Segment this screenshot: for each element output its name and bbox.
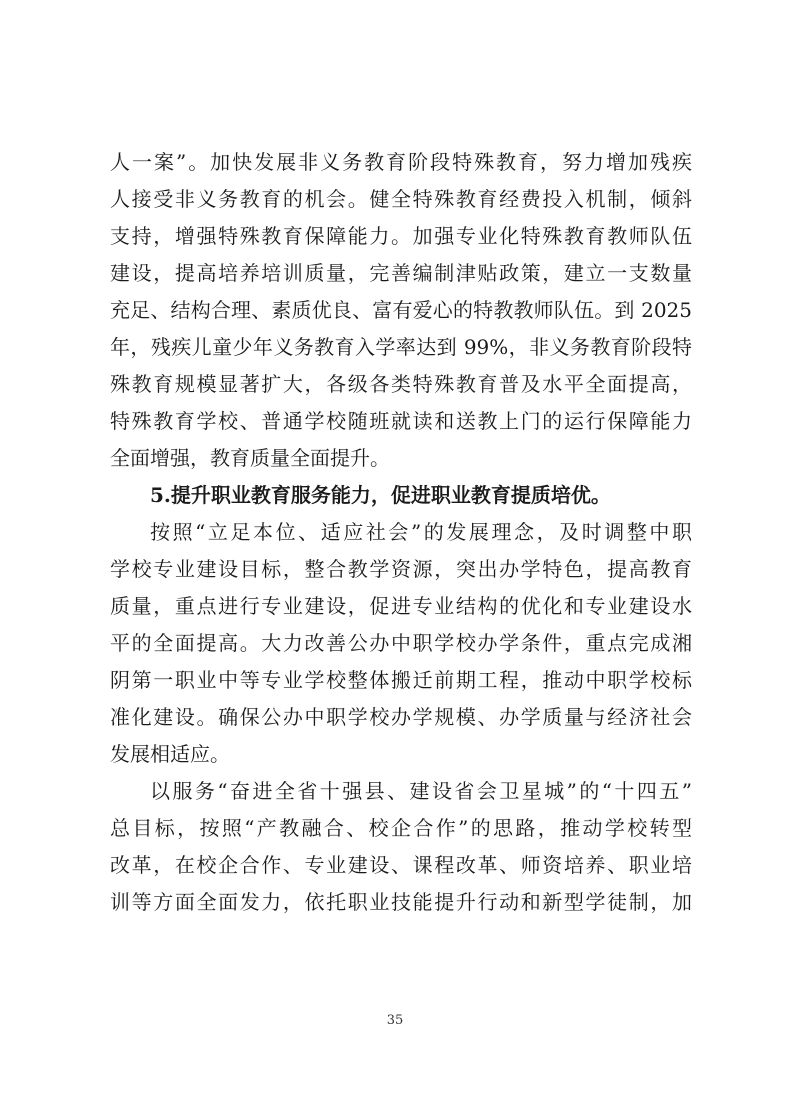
text-line: 人接受非义务教育的机会。健全特殊教育经费投入机制，倾斜: [110, 187, 692, 211]
text-line: 质量，重点进行专业建设，促进专业结构的优化和专业建设水: [110, 594, 692, 618]
paragraph: [110, 514, 692, 773]
text-line: 年，残疾儿童少年义务教育入学率达到 99%，非义务教育阶段特: [110, 335, 692, 359]
text-line: 总目标，按照“产教融合、校企合作”的思路，推动学校转型: [110, 816, 692, 840]
text-line: 平的全面提高。大力改善公办中职学校办学条件，重点完成湘: [110, 631, 692, 655]
text-line: 准化建设。确保公办中职学校办学规模、办学质量与经济社会: [110, 705, 692, 729]
text-line: 阴第一职业中等专业学校整体搬迁前期工程，推动中职学校标: [110, 668, 692, 692]
text-line: 以服务“奋进全省十强县、建设省会卫星城”的“十四五”: [150, 779, 692, 803]
text-line: 殊教育规模显著扩大，各级各类特殊教育普及水平全面提高，: [110, 372, 692, 396]
text-line: 充足、结构合理、素质优良、富有爱心的特教教师队伍。到 2025: [110, 298, 692, 322]
text-line: 全面增强，教育质量全面提升。: [110, 446, 390, 470]
section-heading: [110, 477, 692, 514]
page-number: 35: [386, 1013, 404, 1028]
text-line: 发展相适应。: [110, 742, 230, 766]
text-line: 学校专业建设目标，整合教学资源，突出办学特色，提高教育: [110, 557, 692, 581]
text-line: 支持，增强特殊教育保障能力。加强专业化特殊教育教师队伍: [110, 224, 692, 248]
text-line: 改革，在校企合作、专业建设、课程改革、师资培养、职业培: [110, 853, 692, 877]
paragraph: [110, 773, 692, 921]
text-line: 训等方面全面发力，依托职业技能提升行动和新型学徒制，加: [110, 890, 692, 914]
text-line: 特殊教育学校、普通学校随班就读和送教上门的运行保障能力: [110, 409, 692, 433]
document-body: [110, 144, 692, 921]
paragraph: [110, 144, 692, 477]
text-line: 5.提升职业教育服务能力，促进职业教育提质培优。: [150, 483, 611, 507]
text-line: 建设，提高培养培训质量，完善编制津贴政策，建立一支数量: [110, 261, 692, 285]
text-line: 人一案”。加快发展非义务教育阶段特殊教育，努力增加残疾: [110, 150, 692, 174]
text-line: 按照“立足本位、适应社会”的发展理念，及时调整中职: [150, 520, 692, 544]
